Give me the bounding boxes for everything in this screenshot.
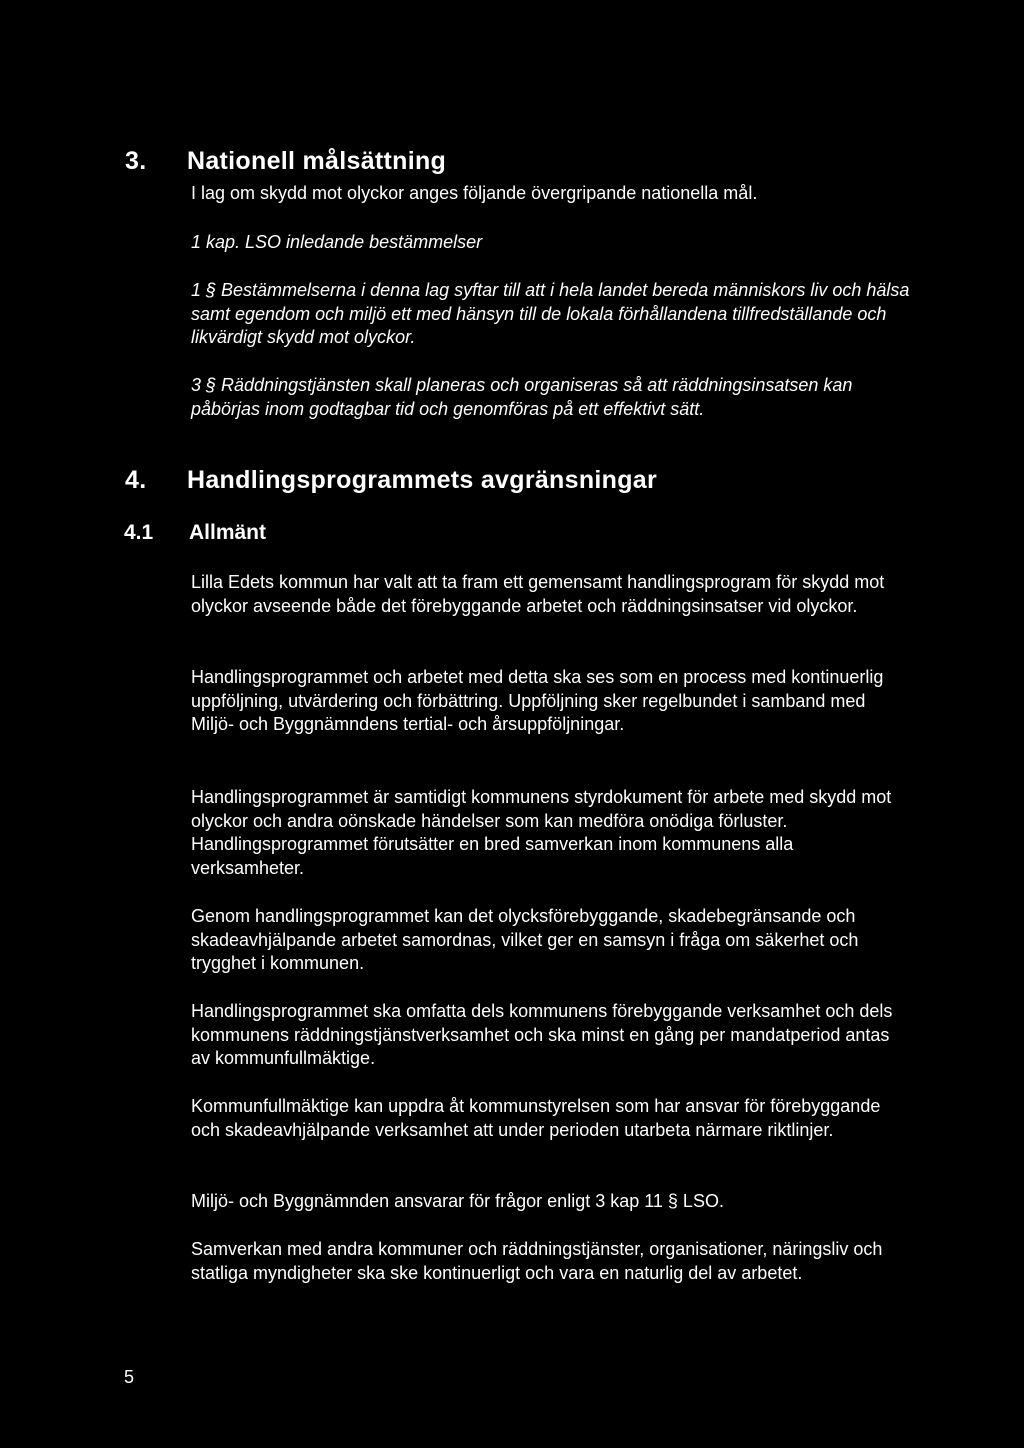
body-paragraph: Genom handlingsprogrammet kan det olycksförebyggande, skadebegränsande och skadeavhjälpande arbetet samordnas, vilket ger en samsyn i fråga om säkerhet och trygghet i kommunen. (191, 906, 859, 973)
body-paragraph: Handlingsprogrammet och arbetet med detta ska ses som en process med kontinuerlig uppföljning, utvärdering och förbättring. Uppföljning sker regelbundet i samband med Miljö- och Byggnämndens tertial- och årsuppföljningar. (191, 667, 884, 734)
body-paragraph: Handlingsprogrammet är samtidigt kommunens styrdokument för arbete med skydd mot olyckor och andra oönskade händelser som kan medföra onödiga förluster. Handlingsprogrammet förutsätter en bred samverkan inom kommunens alla verksamheter. (191, 787, 892, 878)
section-4-number: 4. (125, 466, 147, 494)
subsection-4-1-number: 4.1 (124, 521, 154, 544)
section-3-number: 3. (125, 147, 147, 175)
section-3-heading (125, 146, 725, 176)
body-paragraph: Miljö- och Byggnämnden ansvarar för frågor enligt 3 kap 11 § LSO. (191, 1191, 724, 1211)
body-paragraph: Kommunfullmäktige kan uppdra åt kommunstyrelsen som har ansvar för förebyggande och skadeavhjälpande verksamhet att under perioden utarbeta närmare riktlinjer. (191, 1096, 881, 1140)
page-number: 5 (124, 1367, 135, 1387)
chapter-reference: 1 kap. LSO inledande bestämmelser (191, 232, 483, 252)
law-paragraph-1: 1 § Bestämmelserna i denna lag syftar till att i hela landet bereda människors liv och hälsa samt egendom och miljö ett med hänsyn till de lokala förhållandena tillfredställande och likvärdigt skydd mot olyckor. (191, 280, 910, 347)
section-4-heading (125, 465, 825, 495)
law-paragraph-3: 3 § Räddningstjänsten skall planeras och organiseras så att räddningsinsatsen kan påbörjas inom godtagbar tid och genomföras på ett effektivt sätt. (191, 375, 853, 419)
section-3-intro: I lag om skydd mot olyckor anges följande övergripande nationella mål. (191, 183, 758, 203)
section-4-title: Handlingsprogrammets avgränsningar (187, 466, 658, 494)
subsection-4-1-heading (124, 520, 524, 546)
subsection-4-1-title: Allmänt (189, 521, 267, 544)
body-paragraph: Lilla Edets kommun har valt att ta fram ett gemensamt handlingsprogram för skydd mot olyckor avseende både det förebyggande arbetet och räddningsinsatser vid olyckor. (191, 572, 885, 616)
body-paragraph: Samverkan med andra kommuner och räddningstjänster, organisationer, näringsliv och statliga myndigheter ska ske kontinuerligt och vara en naturlig del av arbetet. (191, 1239, 883, 1283)
section-3-title: Nationell målsättning (187, 147, 447, 175)
body-paragraph: Handlingsprogrammet ska omfatta dels kommunens förebyggande verksamhet och dels kommunens räddningstjänstverksamhet och ska minst en gång per mandatperiod antas av kommunfullmäktige. (191, 1001, 893, 1068)
